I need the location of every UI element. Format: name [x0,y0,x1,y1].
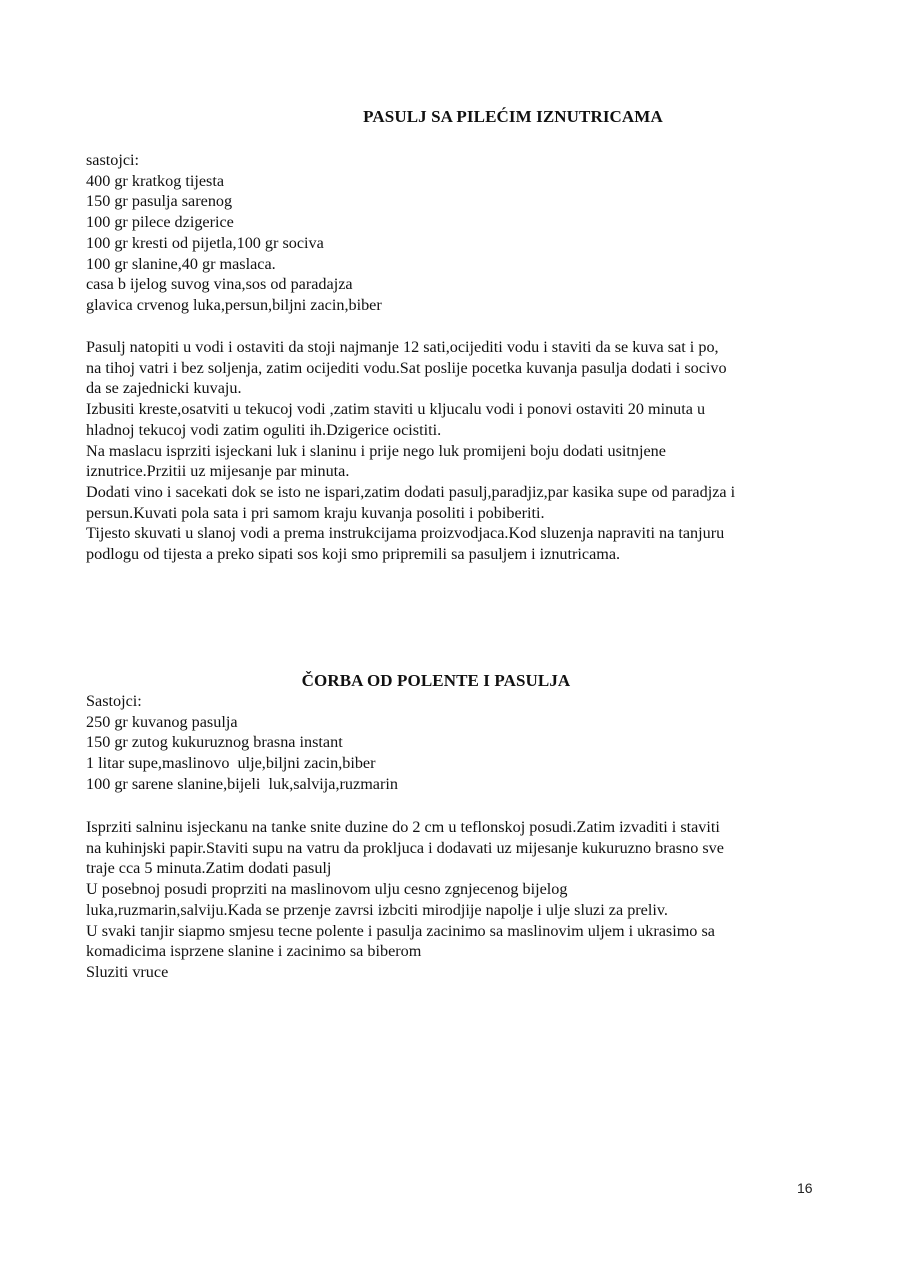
direction-line: komadicima isprzene slanine i zacinimo sa biberom [86,942,422,961]
direction-line: Izbusiti kreste,osatviti u tekucoj vodi ,zatim staviti u kljucalu vodi i ponovi ostaviti 20 minuta u [86,400,706,419]
direction-line: Isprziti salninu isjeckanu na tanke snite duzine do 2 cm u teflonskoj posudi.Zatim izvaditi i staviti [86,818,720,836]
ingredient-line: 400 gr kratkog tijesta [86,171,225,190]
ingredient-line: casa b ijelog suvog vina,sos od paradajza [86,275,353,294]
ingredients-heading: sastojci: [86,151,140,169]
direction-line: luka,ruzmarin,salviju.Kada se przenje zavrsi izbciti mirodjije napolje i ulje sluzi za preliv. [86,900,668,919]
direction-line: da se zajednicki kuvaju. [86,379,242,398]
direction-line: na tihoj vatri i bez soljenja, zatim ocijediti vodu.Sat poslije pocetka kuvanja pasulja dodati i socivo [86,358,727,377]
recipe-title: ČORBA OD POLENTE I PASULJA [301,671,571,690]
direction-line: traje cca 5 minuta.Zatim dodati pasulj [86,859,332,878]
directions-text [86,337,826,565]
ingredient-line: 150 gr pasulja sarenog [86,192,233,211]
direction-line: na kuhinjski papir.Staviti supu na vatru da prokljuca i dodavati uz mijesanje kukuruzno brasno sve [86,838,724,857]
recipe-title: PASULJ SA PILEĆIM IZNUTRICAMA [363,107,663,126]
ingredient-line: 150 gr zutog kukuruznog brasna instant [86,733,343,752]
direction-line: persun.Kuvati pola sata i pri samom kraju kuvanja posoliti i pobiberiti. [86,503,545,522]
direction-line: Pasulj natopiti u vodi i ostaviti da stoji najmanje 12 sati,ocijediti vodu i staviti da se kuva sat i po, [86,338,719,356]
direction-line: U posebnoj posudi proprziti na maslinovom ulju cesno zgnjecenog bijelog [86,880,568,899]
ingredients-heading: Sastojci: [86,692,142,710]
ingredient-line: 100 gr slanine,40 gr maslaca. [86,254,276,273]
direction-line: Dodati vino i sacekati dok se isto ne ispari,zatim dodati pasulj,paradjiz,par kasika supe od paradjza i [86,482,736,501]
direction-line: Sluziti vruce [86,962,169,981]
direction-line: U svaki tanjir siapmo smjesu tecne polente i pasulja zacinimo sa maslinovim uljem i ukrasimo sa [86,921,715,940]
direction-line: Tijesto skuvati u slanoj vodi a prema instrukcijama proizvodjaca.Kod sluzenja napraviti na tanjuru [86,524,725,543]
ingredients-list [86,691,826,795]
direction-line: iznutrice.Przitii uz mijesanje par minuta. [86,462,350,481]
direction-line: hladnoj tekucoj vodi zatim oguliti ih.Dzigerice ocistiti. [86,420,442,439]
directions-text [86,817,826,983]
ingredient-line: 1 litar supe,maslinovo ulje,biljni zacin,biber [86,754,376,773]
ingredient-line: 100 gr pilece dzigerice [86,213,234,232]
direction-line: podlogu od tijesta a preko sipati sos koji smo pripremili sa pasuljem i iznutricama. [86,545,621,564]
ingredients-list [86,150,826,316]
direction-line: Na maslacu isprziti isjeckani luk i slaninu i prije nego luk promijeni boju dodati usitnjene [86,441,666,460]
ingredient-line: 100 gr kresti od pijetla,100 gr sociva [86,233,324,252]
ingredient-line: glavica crvenog luka,persun,biljni zacin,biber [86,295,382,314]
ingredient-line: 250 gr kuvanog pasulja [86,712,238,731]
page-number: 16 [797,1180,813,1196]
ingredient-line: 100 gr sarene slanine,bijeli luk,salvija,ruzmarin [86,774,398,793]
